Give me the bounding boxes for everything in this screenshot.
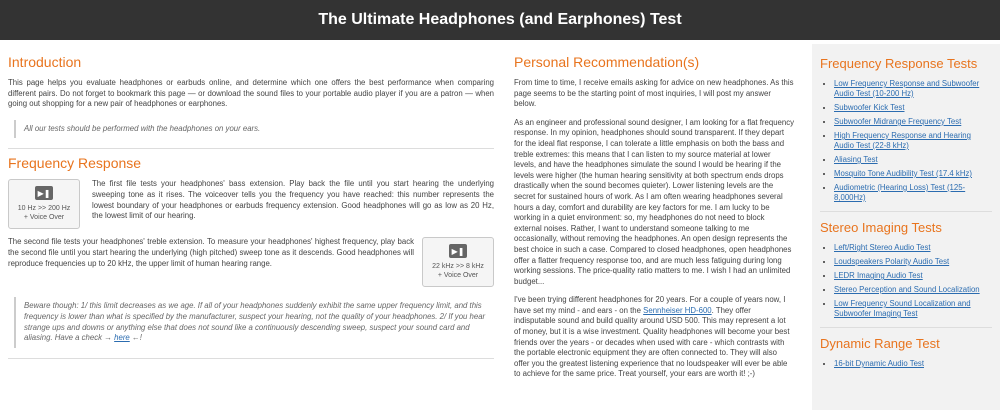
sennheiser-link[interactable]: Sennheiser HD-600 bbox=[643, 305, 712, 315]
list-item bbox=[834, 169, 992, 179]
list-item bbox=[834, 103, 992, 113]
p3-start: I've been trying different headphones for 20 years. For a couple of years now, I have set my mind - and ears - on the bbox=[514, 295, 786, 315]
intro-text: This page helps you evaluate headphones or earbuds online, and determine which one offers the best performance when comparing different pairs. Do not forget to bookmark this page — or download the sound files to your portable audio player if you are a patron — when going out shopping for a new pair of headphones or earphones. bbox=[8, 78, 494, 109]
recommendation-paragraph-2: As an engineer and professional sound designer, I am looking for a flat frequency response. In my opinion, headphones should sound transparent. If they depart for the ideal flat response, I can tolerate a little emphasis on both the bass and treble extremes: this means that I can listen to my source material at lower levels, and have the headphones simulate the sound I would be hearing if the levels were higher (the human hearing sensitivity at both spectrum ends drops drastically when the sound becomes quieter). Lower listening levels are the secret for sustained hours of work. As I am often wearing headphones several hours a day, comfort and durability are key factors for me. I am lucky to be working in a quiet environment: so, my headphones do not need to block external noises. Rather, I want to understand someone talking to me occasionally, without removing the headphones. An open design represents the best choice in such a case. Compared to closed headphones, open headphones offer a flatter frequency response too, and are much less fatiguing during long working sessions. The price-quality ratio matters to me. I wish I had an unlimited budget... bbox=[514, 117, 794, 286]
frequency-response-title: Frequency Response bbox=[8, 155, 142, 172]
list-item bbox=[834, 285, 992, 295]
divider bbox=[820, 327, 992, 328]
list-item bbox=[834, 299, 992, 319]
freq-test-link[interactable]: Aliasing Test bbox=[834, 155, 878, 164]
freq-test-link[interactable]: Low Frequency Response and Subwoofer Audio Test (10-200 Hz) bbox=[834, 79, 980, 98]
freq-tests-title: Frequency Response Tests bbox=[820, 56, 978, 71]
divider bbox=[820, 211, 992, 212]
player-label: 22 kHz >> 8 kHz bbox=[432, 263, 484, 271]
list-item bbox=[834, 117, 992, 127]
freq-test-link[interactable]: Subwoofer Kick Test bbox=[834, 103, 905, 112]
stereo-test-link[interactable]: LEDR Imaging Audio Test bbox=[834, 271, 923, 280]
play-pause-icon[interactable]: ▶❚ bbox=[35, 186, 53, 200]
list-item bbox=[834, 183, 992, 203]
freq-test-link[interactable]: Mosquito Tone Audibility Test (17.4 kHz) bbox=[834, 169, 972, 178]
dynamic-tests-list bbox=[820, 359, 992, 369]
page-header bbox=[0, 0, 1000, 40]
middle-column bbox=[514, 48, 794, 388]
sidebar bbox=[812, 44, 1000, 410]
stereo-test-link[interactable]: Stereo Perception and Sound Localization bbox=[834, 285, 980, 294]
list-item bbox=[834, 359, 992, 369]
play-pause-icon[interactable]: ▶❚ bbox=[449, 244, 467, 258]
page-title: The Ultimate Headphones (and Earphones) Test bbox=[318, 11, 682, 28]
intro-title: Introduction bbox=[8, 54, 82, 70]
treble-test-player[interactable] bbox=[422, 237, 494, 287]
beware-text: Beware though: 1/ this limit decreases as we age. If all of your headphones suddenly exhibit the same upper frequency limit, and this frequency is lower than what is specified by the manufacturer, suspect your hearing, not the quality of your headphones. 2/ If you hear strange ups and downs or anything else that does not sound like a continuously descending sweep, suspect your sound card and aliasing. Have a check → bbox=[24, 301, 486, 343]
divider bbox=[8, 148, 494, 149]
beware-note bbox=[14, 297, 494, 347]
player-sublabel: + Voice Over bbox=[437, 272, 479, 280]
intro-quote: All our tests should be performed with the headphones on your ears. bbox=[14, 120, 494, 139]
list-item bbox=[834, 271, 992, 281]
player-label: 10 Hz >> 200 Hz bbox=[17, 205, 71, 213]
here-link[interactable]: here bbox=[114, 333, 130, 343]
stereo-tests-list bbox=[820, 243, 992, 319]
list-item bbox=[834, 79, 992, 99]
list-item bbox=[834, 131, 992, 151]
stereo-test-link[interactable]: Loudspeakers Polarity Audio Test bbox=[834, 257, 950, 266]
freq-paragraph-2: The second file tests your headphones' treble extension. To measure your headphones' highest frequency, play back the second file until you start hearing the underlying (high pitched) sweep tone as it descends. Good headphones will reproduce frequencies up to 20 kHz, the upper limit of human hearing range. bbox=[8, 237, 414, 268]
player-sublabel: + Voice Over bbox=[23, 214, 65, 222]
recommendations-title: Personal Recommendation(s) bbox=[514, 54, 700, 70]
freq-test-link[interactable]: Subwoofer Midrange Frequency Test bbox=[834, 117, 962, 126]
freq-row-1 bbox=[8, 179, 494, 229]
recommendation-paragraph-3 bbox=[514, 295, 794, 380]
dynamic-test-link[interactable]: 16-bit Dynamic Audio Test bbox=[834, 359, 924, 368]
stereo-test-link[interactable]: Left/Right Stereo Audio Test bbox=[834, 243, 931, 252]
recommendation-paragraph-1: From time to time, I receive emails asking for advice on new headphones. As this page seems to be the starting point of most inquiries, I will post my answer below. bbox=[514, 78, 794, 109]
freq-paragraph-1: The first file tests your headphones' bass extension. Play back the file until you start hearing the underlying sweeping tone as it rises. The voiceover tells you the frequency you have reached: this number represents the lowest boundary of your headphones or earbuds frequency extension. Good headphones will go as low as 20 Hz, the lowest limit of our hearing. bbox=[92, 179, 494, 221]
left-column bbox=[8, 48, 494, 365]
list-item bbox=[834, 243, 992, 253]
stereo-test-link[interactable]: Low Frequency Sound Localization and Subwoofer Imaging Test bbox=[834, 299, 971, 318]
freq-row-2 bbox=[8, 237, 494, 287]
dynamic-range-title: Dynamic Range Test bbox=[820, 336, 940, 351]
list-item bbox=[834, 257, 992, 267]
divider bbox=[8, 358, 494, 359]
freq-test-link[interactable]: Audiometric (Hearing Loss) Test (125-8,000Hz) bbox=[834, 183, 966, 202]
bass-test-player[interactable] bbox=[8, 179, 80, 229]
freq-tests-list bbox=[820, 79, 992, 203]
freq-test-link[interactable]: High Frequency Response and Hearing Audio Test (22-8 kHz) bbox=[834, 131, 971, 150]
stereo-tests-title: Stereo Imaging Tests bbox=[820, 220, 942, 235]
beware-end: ←! bbox=[129, 333, 142, 343]
p3-end: . They offer indisputable sound and build quality around USD 500. This may represent a lot of money, but it is a wise investment. Quality headphones will become your best friends over the years - or decades when used with care - which contrasts with the portable electronic equipment they are often connected to. They will also offer you the greatest listening experience that no loudspeaker will ever be able to achieve for the same price. Treat yourself, your ears are worth it! ;-) bbox=[514, 305, 790, 379]
list-item bbox=[834, 155, 992, 165]
